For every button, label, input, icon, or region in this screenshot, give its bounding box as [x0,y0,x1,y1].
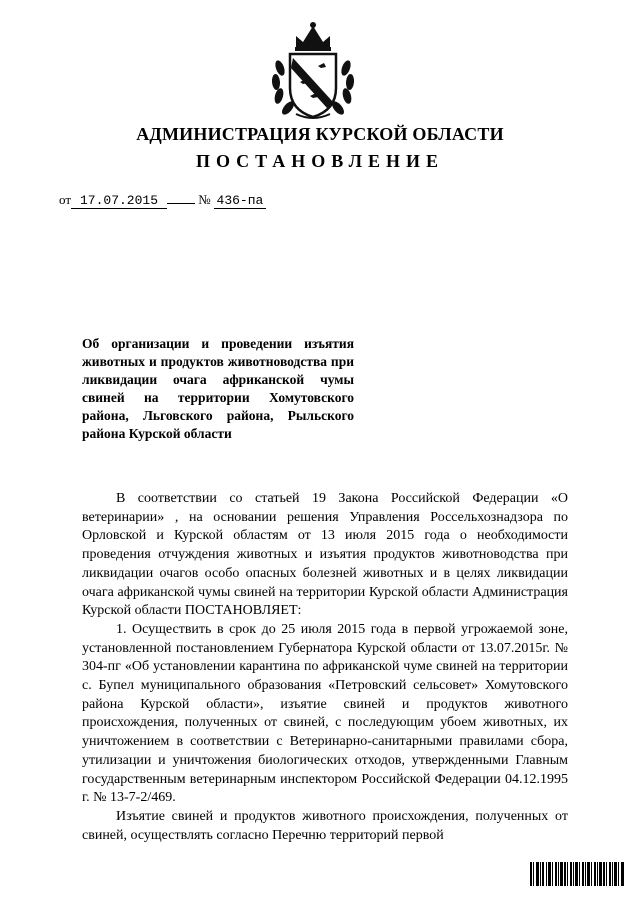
document-type-title: ПОСТАНОВЛЕНИЕ [195,151,445,171]
organization-title: АДМИНИСТРАЦИЯ КУРСКОЙ ОБЛАСТИ [136,124,504,144]
barcode-icon [530,862,624,886]
preamble-paragraph: В соответствии со статьей 19 Закона Российской Федерации «О ветеринарии» , на основании решения Управления Россельхознадзора по Орловской и Курской областям от 13 июля 2015 года о необходимости проведения отчуждения животных и изъятия продуктов животноводства при ликвидации очагов особо опасных болезней животных и в целях ликвидации очага африканской чумы свиней на территории Курской области Администрация Курской области ПОСТАНОВЛЯЕТ: [82,491,568,619]
document-number: 436-па [214,194,266,209]
document-date: 17.07.2015 [71,194,167,209]
date-number-line [59,192,266,209]
coat-of-arms-icon [266,18,360,122]
document-body [82,490,568,845]
item-1-paragraph: 1. Осуществить в срок до 25 июля 2015 года в первой угрожаемой зоне, установленной постановлением Губернатора Курской области от 13.07.2015г. № 304-пг «Об установлении карантина по африканской чуме свиней на территории с. Бупел муниципального образования «Петровский сельсовет» Хомутовского района Курской области», изъятие свиней и продуктов животного происхождения, полученных от свиней, с последующим убоем животных, их уничтожением в соответствии с Ветеринарно-санитарными правилами сбора, утилизации и уничтожения биологических отходов, утвержденными Главным государственным ветеринарным инспектором Российской Федерации 04.12.1995 г. № 13-7-2/469. [82,621,568,806]
item-1-continuation-paragraph: Изъятие свиней и продуктов животного происхождения, полученных от свиней, осуществлять согласно Перечню территорий первой [82,808,568,843]
number-label: № [198,192,211,207]
document-subject: Об организации и проведении изъятия животных и продуктов животноводства при ликвидации очага африканской чумы свиней на территории Хомутовского района, Льговского района, Рыльского района Курской области [82,336,354,441]
date-label: от [59,192,72,207]
